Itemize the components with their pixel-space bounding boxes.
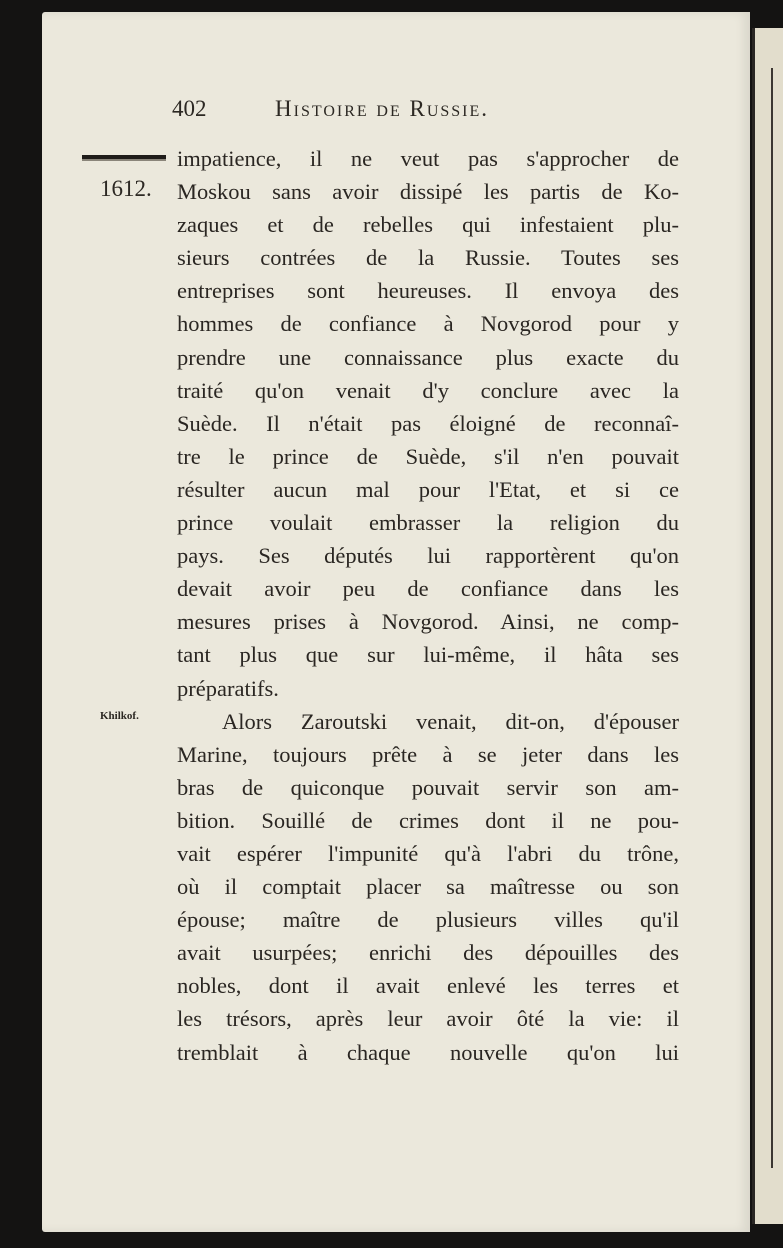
text-line: bras de quiconque pouvait servir son am-	[177, 774, 679, 800]
text-line: prince voulait embrasser la religion du	[177, 510, 679, 536]
text-line: Suède. Il n'était pas éloigné de reconnaî-	[177, 410, 679, 436]
text-line: sieurs contrées de la Russie. Toutes ses	[177, 245, 679, 271]
text-line: avait usurpées; enrichi des dépouilles des	[177, 940, 679, 966]
margin-name: Khilkof.	[100, 710, 139, 722]
text-line: Moskou sans avoir dissipé les partis de Ko-	[177, 179, 679, 205]
page-number: 402	[172, 96, 207, 121]
margin-year: 1612.	[100, 176, 152, 201]
text-line: nobles, dont il avait enlevé les terres et	[177, 973, 679, 999]
text-line: les trésors, après leur avoir ôté la vie: il	[177, 1006, 679, 1032]
text-line: entreprises sont heureuses. Il envoya des	[177, 278, 679, 304]
continuation-rule	[82, 155, 166, 161]
text-line: hommes de confiance à Novgorod pour y	[177, 311, 679, 337]
text-line: impatience, il ne veut pas s'approcher de	[177, 146, 679, 171]
page-edge-line	[771, 68, 773, 1168]
text-line: où il comptait placer sa maîtresse ou son	[177, 874, 679, 900]
text-line: bition. Souillé de crimes dont il ne pou-	[177, 807, 679, 833]
text-line: préparatifs.	[177, 675, 279, 701]
running-title: Histoire de Russie.	[275, 96, 490, 121]
next-page-edge	[752, 28, 783, 1224]
text-line: Marine, toujours prête à se jeter dans les	[177, 741, 679, 767]
text-line: vait espérer l'impunité qu'à l'abri du trône,	[177, 840, 679, 866]
text-line: zaques et de rebelles qui infestaient plu-	[177, 212, 679, 238]
text-line: devait avoir peu de confiance dans les	[177, 576, 679, 602]
text-line: prendre une connaissance plus exacte du	[177, 344, 679, 370]
text-line: Alors Zaroutski venait, dit-on, d'épouser	[222, 708, 679, 734]
text-line: traité qu'on venait d'y conclure avec la	[177, 377, 679, 403]
text-line: épouse; maître de plusieurs villes qu'il	[177, 907, 679, 933]
body-text	[177, 142, 679, 1069]
text-line: tant plus que sur lui-même, il hâta ses	[177, 642, 679, 668]
text-line: résulter aucun mal pour l'Etat, et si ce	[177, 476, 679, 502]
text-line: mesures prises à Novgorod. Ainsi, ne comp-	[177, 609, 679, 635]
text-line: pays. Ses députés lui rapportèrent qu'on	[177, 543, 679, 569]
text-line: tre le prince de Suède, s'il n'en pouvait	[177, 443, 679, 469]
text-line: tremblait à chaque nouvelle qu'on lui	[177, 1039, 679, 1065]
